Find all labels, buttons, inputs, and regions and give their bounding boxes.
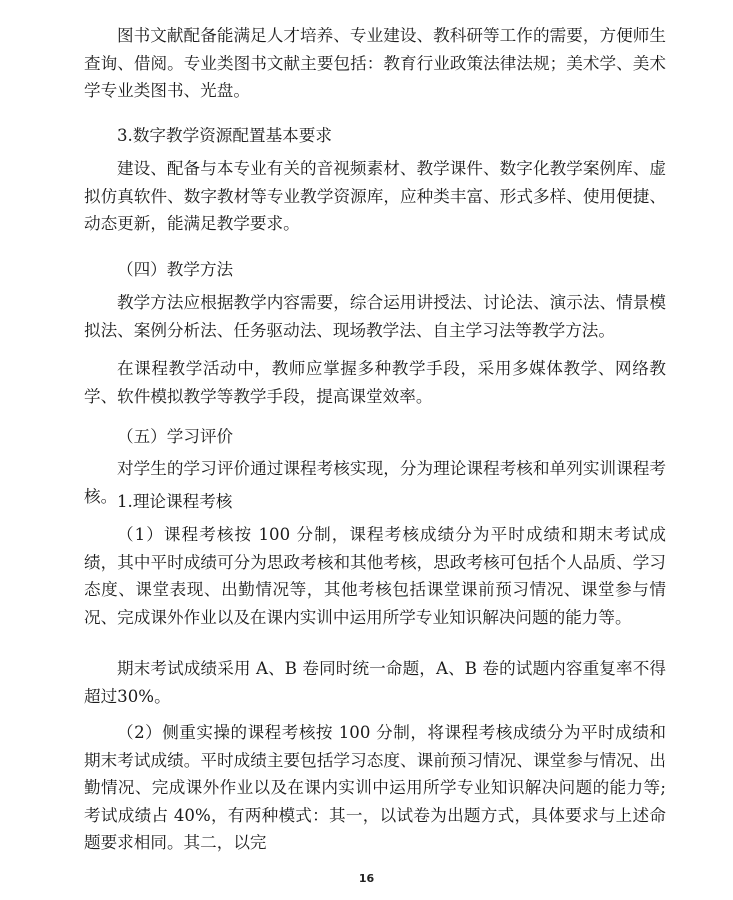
paragraph-theory-assessment-1: （1）课程考核按 100 分制，课程考核成绩分为平时成绩和期末考试成绩，其中平时成绩可分为思政考核和其他考核，思政考核可包括个人品质、学习态度、课堂表现、出勤情况等，其他考核包括课堂课前预习情况、课堂参与情况、完成课外作业以及在课内实训中运用所学专业知识解决问题的能力等。 [84, 525, 666, 627]
heading-digital-resources: 3.数字教学资源配置基本要求 [117, 126, 332, 145]
paragraph-teaching-methods: 教学方法应根据教学内容需要，综合运用讲授法、讨论法、演示法、情景模拟法、案例分析法、任务驱动法、现场教学法、自主学习法等教学方法。 [84, 293, 666, 340]
paragraph-final-exam: 期末考试成绩采用 A、B 卷同时统一命题，A、B 卷的试题内容重复率不得超过30%。 [84, 659, 666, 706]
paragraph-evaluation-overview: 对学生的学习评价通过课程考核实现，分为理论课程考核和单列实训课程考核。 [84, 459, 666, 506]
paragraph-teaching-means: 在课程教学活动中，教师应掌握多种教学手段，采用多媒体教学、网络教学、软件模拟教学等教学手段，提高课堂效率。 [84, 359, 666, 406]
paragraph-library-resources: 图书文献配备能满足人才培养、专业建设、教科研等工作的需要，方便师生查询、借阅。专业类图书文献主要包括：教育行业政策法律法规；美术学、美术学专业类图书、光盘。 [84, 26, 666, 100]
heading-teaching-methods: （四）教学方法 [117, 260, 234, 279]
paragraph-practical-assessment: （2）侧重实操的课程考核按 100 分制，将课程考核成绩分为平时成绩和期末考试成绩。平时成绩主要包括学习态度、课前预习情况、课堂参与情况、出勤情况、完成课外作业以及在课内实训中运用所学专业知识解决问题的能力等;考试成绩占 40%，有两种模式：其一，以试卷为出题方式，具体要求与上述命题要求相同。其二，以完 [84, 723, 666, 852]
page-number: 16 [358, 872, 375, 885]
paragraph-digital-resources: 建设、配备与本专业有关的音视频素材、教学课件、数字化教学案例库、虚拟仿真软件、数字教材等专业教学资源库，应种类丰富、形式多样、使用便捷、动态更新，能满足教学要求。 [84, 159, 666, 233]
heading-theory-assessment: 1.理论课程考核 [117, 492, 233, 511]
heading-learning-evaluation: （五）学习评价 [117, 427, 234, 446]
